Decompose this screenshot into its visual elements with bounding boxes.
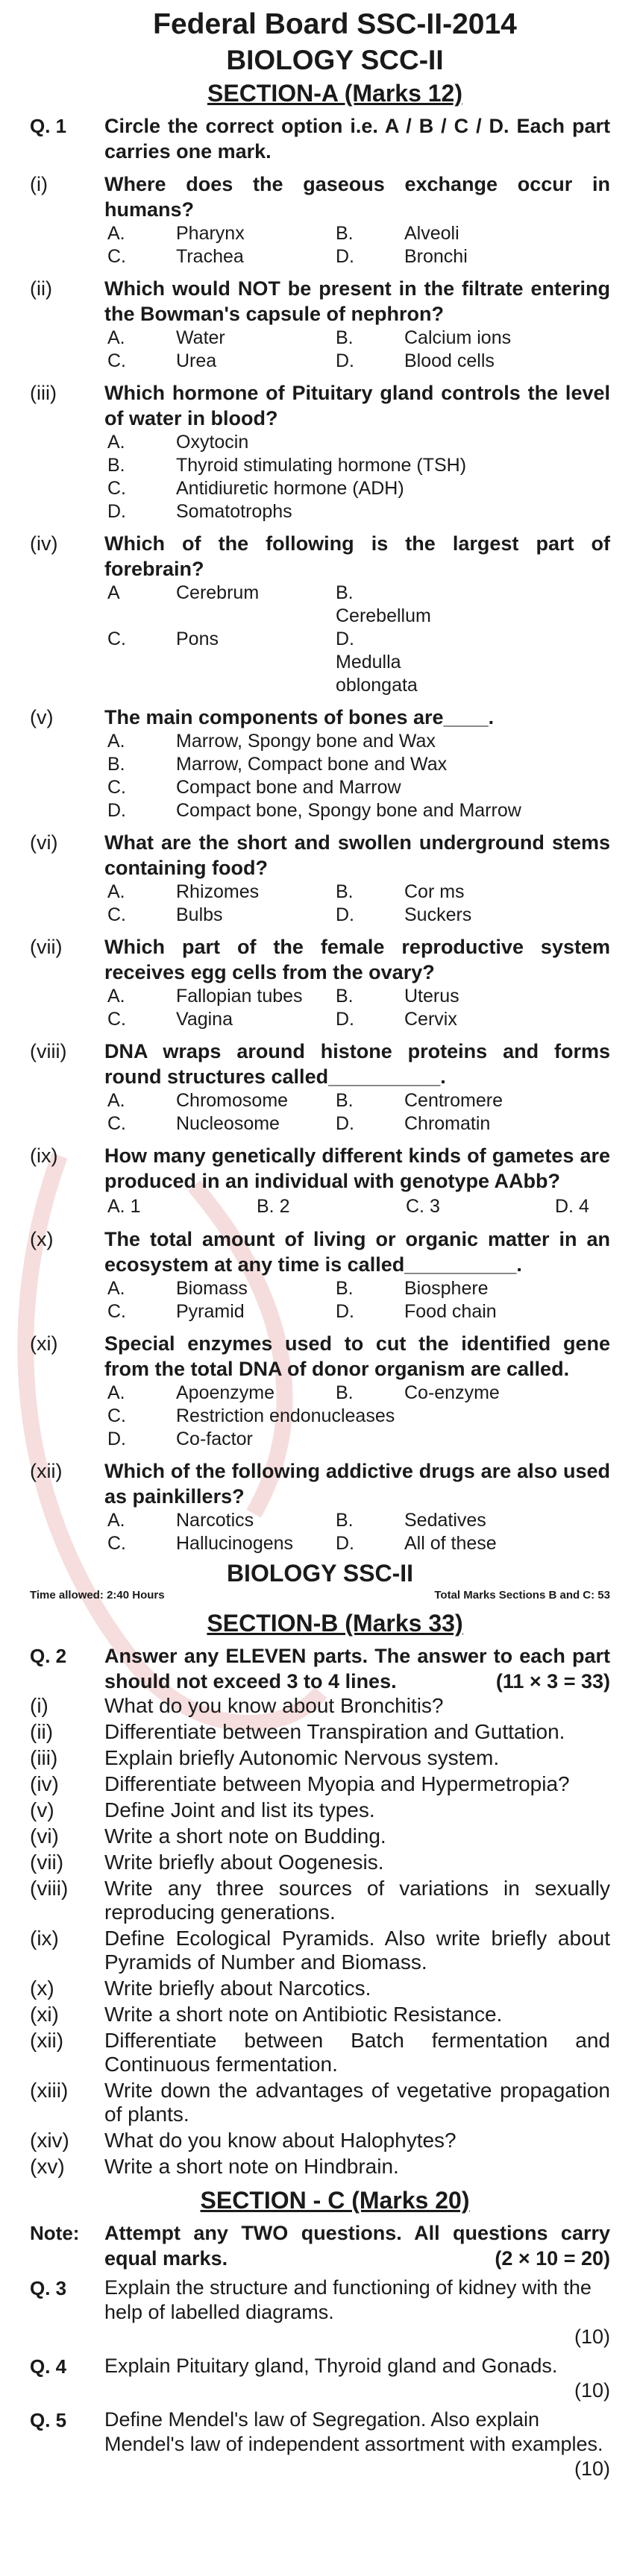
options-grid xyxy=(104,985,610,1031)
mcq-question xyxy=(30,830,610,927)
option-text: Marrow, Compact bone and Wax xyxy=(176,754,448,775)
question-number: (xii) xyxy=(30,1460,63,1482)
options-grid xyxy=(104,1089,610,1136)
question-number: (vii) xyxy=(30,1851,64,1874)
question-text: Special enzymes used to cut the identified gene from the total DNA of donor organism are called. xyxy=(104,1332,610,1380)
question-number: (viii) xyxy=(30,1877,69,1900)
paper-title: Federal Board SSC-II-2014 xyxy=(153,8,517,40)
option-cell: D. 4 xyxy=(555,1196,589,1217)
option-cell xyxy=(404,582,610,628)
option-cell: Narcotics xyxy=(176,1510,254,1531)
option-text: Compact bone and Marrow xyxy=(176,777,401,798)
question-text: Differentiate between Transpiration and Guttation. xyxy=(104,1720,565,1743)
option-cell: Chromatin xyxy=(404,1113,491,1134)
question-text: Which part of the female reproductive system receives egg cells from the ovary? xyxy=(104,936,610,983)
option-letter: D. xyxy=(107,1429,126,1449)
option-cell: C. xyxy=(107,246,126,267)
long-question xyxy=(30,2354,610,2403)
option-text: Antidiuretic hormone (ADH) xyxy=(176,478,404,499)
question-text: Which would NOT be present in the filtrate entering the Bowman's capsule of nephron? xyxy=(104,277,610,325)
short-question xyxy=(30,1877,610,1924)
short-question xyxy=(30,1851,610,1874)
options-grid xyxy=(104,1509,610,1555)
option-cell: A. xyxy=(107,986,125,1007)
question-text: Define Ecological Pyramids. Also write briefly about Pyramids of Number and Biomass. xyxy=(104,1927,610,1974)
option-letter: C. xyxy=(107,1405,126,1426)
time-allowed: Time allowed: 2:40 Hours xyxy=(30,1589,165,1602)
option-cell: C. xyxy=(107,629,126,649)
option-cell: Chromosome xyxy=(176,1090,289,1111)
option-cell: Cor ms xyxy=(404,881,465,902)
question-body xyxy=(104,1458,610,1555)
total-marks: Total Marks Sections B and C: 53 xyxy=(434,1589,610,1602)
options-grid xyxy=(104,1382,610,1405)
option-cell: Water xyxy=(176,327,225,348)
options-grid xyxy=(104,1277,610,1323)
short-question xyxy=(30,1824,610,1848)
option-cell: D. Medulla oblongata xyxy=(336,629,418,696)
option-cell: A. xyxy=(107,1090,125,1111)
option-cell: Bulbs xyxy=(176,904,223,925)
question-marks: (10) xyxy=(574,2325,610,2348)
mcq-question xyxy=(30,1331,610,1451)
option-cell: Food chain xyxy=(404,1301,497,1322)
option-cell: Suckers xyxy=(404,904,472,925)
question-body xyxy=(104,1143,610,1219)
option-cell: A. xyxy=(107,1510,125,1531)
option-cell: D. xyxy=(336,350,354,371)
mcq-question xyxy=(30,531,610,697)
option-cell: Trachea xyxy=(176,246,244,267)
question-text: Differentiate between Myopia and Hypermetropia? xyxy=(104,1772,570,1795)
question-number: (xi) xyxy=(30,1332,58,1355)
option-letter: A. xyxy=(107,432,125,453)
question-text: Define Mendel's law of Segregation. Also explain Mendel's law of independent assortment with examples. xyxy=(104,2408,603,2455)
note-text: Attempt any TWO questions. All questions carry equal marks. xyxy=(104,2222,610,2270)
question-text: DNA wraps around histone proteins and forms round structures called__________. xyxy=(104,1040,610,1088)
q2-instruction-text: Answer any ELEVEN parts. The answer to each part should not exceed 3 to 4 lines. xyxy=(104,1645,610,1692)
question-text: What do you know about Bronchitis? xyxy=(104,1694,444,1717)
option-text: Restriction endonucleases xyxy=(176,1405,395,1426)
question-number: (x) xyxy=(30,1977,54,2000)
question-body xyxy=(104,531,610,697)
exam-meta xyxy=(30,1588,610,1603)
q2-instruction xyxy=(30,1643,610,1694)
question-body xyxy=(104,705,610,822)
question-text: Write any three sources of variations in sexually reproducing generations. xyxy=(104,1877,610,1924)
question-text: Which hormone of Pituitary gland controls the level of water in blood? xyxy=(104,382,610,429)
option-letter: C. xyxy=(107,478,126,499)
short-question xyxy=(30,2155,610,2179)
question-number: (iv) xyxy=(30,1772,59,1795)
question-text: The total amount of living or organic matter in an ecosystem at any time is called__________. xyxy=(104,1228,610,1276)
option-cell: D. xyxy=(336,246,354,267)
mcq-question xyxy=(30,705,610,822)
question-marks: (10) xyxy=(574,2457,610,2480)
option-cell: Co-enzyme xyxy=(404,1382,500,1403)
option-cell: Alveoli xyxy=(404,223,459,244)
option-cell: C. xyxy=(107,1533,126,1554)
option-cell: Cervix xyxy=(404,1009,457,1030)
option-cell: A. xyxy=(107,223,125,244)
option-cell: B. xyxy=(336,223,354,244)
question-number: (xv) xyxy=(30,2155,65,2178)
question-text: How many genetically different kinds of gametes are produced in an individual with genotype AAbb? xyxy=(104,1144,610,1192)
option-cell: Pons xyxy=(176,629,219,649)
question-body xyxy=(104,171,610,268)
question-text: Explain Pituitary gland, Thyroid gland and Gonads. xyxy=(104,2355,558,2377)
question-text: Which of the following is the largest part of forebrain? xyxy=(104,532,610,580)
options-grid xyxy=(104,881,610,927)
question-number: (xii) xyxy=(30,2029,64,2052)
option-cell: Apoenzyme xyxy=(176,1382,275,1403)
short-question xyxy=(30,1798,610,1822)
question-text: Write down the advantages of vegetative propagation of plants. xyxy=(104,2079,610,2126)
q2-marks: (11 × 3 = 33) xyxy=(495,1670,610,1692)
mcq-question xyxy=(30,1226,610,1323)
option-cell: Biomass xyxy=(176,1278,248,1299)
option-cell: B. xyxy=(336,1510,354,1531)
option-cell: Pyramid xyxy=(176,1301,245,1322)
question-text: Write a short note on Antibiotic Resistance. xyxy=(104,2003,503,2026)
question-number: (ix) xyxy=(30,1144,58,1167)
question-number: Q. 5 xyxy=(30,2409,67,2431)
option-cell: A. 1 xyxy=(107,1196,141,1217)
option-text: Oxytocin xyxy=(176,432,249,453)
option-letter: D. xyxy=(107,800,126,821)
option-cell: D. xyxy=(336,904,354,925)
question-text: Explain the structure and functioning of kidney with the help of labelled diagrams. xyxy=(104,2276,592,2323)
option-cell: A xyxy=(107,582,120,603)
question-text: Where does the gaseous exchange occur in humans? xyxy=(104,173,610,221)
question-number: (i) xyxy=(30,1694,48,1717)
option-letter: B. xyxy=(107,754,125,775)
question-number: (xi) xyxy=(30,2003,59,2026)
short-question xyxy=(30,1720,610,1744)
question-text: What do you know about Halophytes? xyxy=(104,2129,457,2152)
question-text: Write a short note on Budding. xyxy=(104,1824,386,1848)
section-c-note xyxy=(30,2220,610,2271)
question-number: (iii) xyxy=(30,382,57,404)
question-text: The main components of bones are____. xyxy=(104,706,495,728)
option-cell: C. xyxy=(107,904,126,925)
option-cell: D. xyxy=(336,1113,354,1134)
option-letter: B. xyxy=(107,455,125,476)
options-grid xyxy=(104,327,610,373)
mcq-list xyxy=(30,171,610,1555)
option-cell: B. 2 xyxy=(257,1196,290,1217)
note-block xyxy=(104,2220,610,2271)
option-cell: Nucleosome xyxy=(176,1113,280,1134)
option-text: Marrow, Spongy bone and Wax xyxy=(176,731,436,752)
question-number: Q. 3 xyxy=(30,2277,67,2299)
question-number: (iii) xyxy=(30,1746,58,1769)
question-text: What are the short and swollen underground stems containing food? xyxy=(104,831,610,879)
q2-number: Q. 2 xyxy=(30,1645,67,1667)
q1-number: Q. 1 xyxy=(30,115,67,137)
section-a-heading: SECTION-A (Marks 12) xyxy=(207,80,462,107)
option-cell: D. xyxy=(336,1533,354,1554)
short-question xyxy=(30,1746,610,1770)
options-grid xyxy=(104,582,610,697)
question-marks: (10) xyxy=(574,2379,610,2402)
option-cell: Blood cells xyxy=(404,350,495,371)
option-cell: B. xyxy=(336,1090,354,1111)
question-number: (v) xyxy=(30,1798,54,1821)
question-number: (ii) xyxy=(30,1720,54,1743)
option-cell: All of these xyxy=(404,1533,497,1554)
question-number: (vi) xyxy=(30,831,58,854)
option-cell: C. xyxy=(107,350,126,371)
options-grid xyxy=(104,222,610,268)
question-body xyxy=(104,380,610,523)
short-question xyxy=(30,1694,610,1718)
option-cell: B. Cerebellum xyxy=(336,582,431,626)
option-cell: Bronchi xyxy=(404,246,468,267)
option-cell xyxy=(404,628,610,697)
mcq-question xyxy=(30,1039,610,1136)
short-question xyxy=(30,2003,610,2027)
option-cell: B. xyxy=(336,1278,354,1299)
option-cell: Pharynx xyxy=(176,223,245,244)
option-cell: Biosphere xyxy=(404,1278,489,1299)
option-cell: C. xyxy=(107,1301,126,1322)
option-cell: B. xyxy=(336,1382,354,1403)
section-b-heading: SECTION-B (Marks 33) xyxy=(207,1610,463,1637)
option-cell: Cerebrum xyxy=(176,582,260,603)
option-cell: C. xyxy=(107,1009,126,1030)
question-number: (v) xyxy=(30,706,54,728)
option-letter: C. xyxy=(107,777,126,798)
question-body xyxy=(104,276,610,373)
question-number: (xiv) xyxy=(30,2129,69,2152)
part2-title: BIOLOGY SSC-II xyxy=(226,1560,414,1587)
mcq-question xyxy=(30,171,610,268)
option-cell: B. xyxy=(336,327,354,348)
options-list xyxy=(104,431,610,523)
option-letter: A. xyxy=(107,731,125,752)
question-text: Write briefly about Narcotics. xyxy=(104,1977,371,2000)
question-number: (x) xyxy=(30,1228,54,1250)
question-body xyxy=(104,2407,610,2481)
option-cell: Uterus xyxy=(404,986,459,1007)
option-cell: Rhizomes xyxy=(176,881,260,902)
option-cell: Sedatives xyxy=(404,1510,486,1531)
question-number: (viii) xyxy=(30,1040,67,1062)
option-cell: Fallopian tubes xyxy=(176,986,303,1007)
short-question xyxy=(30,1977,610,2000)
note-label: Note: xyxy=(30,2222,80,2244)
question-number: (vii) xyxy=(30,936,63,958)
short-question xyxy=(30,1927,610,1974)
option-cell: C. 3 xyxy=(406,1196,440,1217)
q1-instruction-text: Circle the correct option i.e. A / B / C / D. Each part carries one mark. xyxy=(104,115,610,163)
option-cell: B. xyxy=(336,881,354,902)
question-text: Explain briefly Autonomic Nervous system. xyxy=(104,1746,500,1769)
question-text: Define Joint and list its types. xyxy=(104,1798,375,1821)
long-question xyxy=(30,2407,610,2481)
question-text: Write briefly about Oogenesis. xyxy=(104,1851,384,1874)
question-number: (xiii) xyxy=(30,2079,69,2102)
question-number: Q. 4 xyxy=(30,2355,67,2378)
mcq-question xyxy=(30,380,610,523)
option-cell: C. xyxy=(107,1113,126,1134)
short-question xyxy=(30,2029,610,2076)
option-cell: Urea xyxy=(176,350,217,371)
mcq-question xyxy=(30,1458,610,1555)
question-number: (ix) xyxy=(30,1927,59,1950)
question-number: (iv) xyxy=(30,532,58,555)
question-number: (ii) xyxy=(30,277,52,300)
question-text: Write a short note on Hindbrain. xyxy=(104,2155,399,2178)
option-cell: Centromere xyxy=(404,1090,503,1111)
question-text: Differentiate between Batch fermentation and Continuous fermentation. xyxy=(104,2029,610,2076)
option-cell: A. xyxy=(107,1382,125,1403)
option-letter: D. xyxy=(107,501,126,522)
mcq-question xyxy=(30,934,610,1031)
options-list xyxy=(104,1405,610,1451)
question-body xyxy=(104,830,610,927)
option-text: Somatotrophs xyxy=(176,501,292,522)
mcq-question xyxy=(30,276,610,373)
option-text: Compact bone, Spongy bone and Marrow xyxy=(176,800,521,821)
section-c-heading: SECTION - C (Marks 20) xyxy=(200,2187,470,2214)
option-cell: Calcium ions xyxy=(404,327,512,348)
question-body xyxy=(104,2276,610,2349)
option-cell: A. xyxy=(107,1278,125,1299)
q2-instruction-block xyxy=(104,1643,610,1694)
options-list xyxy=(104,730,610,822)
option-cell: Hallucinogens xyxy=(176,1533,294,1554)
option-text: Co-factor xyxy=(176,1429,253,1449)
note-marks: (2 × 10 = 20) xyxy=(495,2247,610,2270)
option-cell: A. xyxy=(107,327,125,348)
question-number: (vi) xyxy=(30,1824,59,1848)
question-body xyxy=(104,2354,610,2403)
option-cell: Vagina xyxy=(176,1009,233,1030)
question-body xyxy=(104,934,610,1031)
question-body xyxy=(104,1226,610,1323)
short-question xyxy=(30,1772,610,1796)
question-text: Which of the following addictive drugs are also used as painkillers? xyxy=(104,1460,610,1508)
option-cell: B. xyxy=(336,986,354,1007)
short-question xyxy=(30,2129,610,2153)
option-cell: D. xyxy=(336,1301,354,1322)
question-number: (i) xyxy=(30,173,48,195)
mcq-question xyxy=(30,1143,610,1219)
long-question-list xyxy=(30,2276,610,2481)
q1-instruction xyxy=(30,113,610,164)
paper-subtitle: BIOLOGY SCC-II xyxy=(226,45,444,75)
options-row xyxy=(104,1194,610,1219)
option-cell: D. xyxy=(336,1009,354,1030)
option-cell: A. xyxy=(107,881,125,902)
option-text: Thyroid stimulating hormone (TSH) xyxy=(176,455,467,476)
question-body xyxy=(104,1039,610,1136)
question-body xyxy=(104,1331,610,1451)
long-question xyxy=(30,2276,610,2349)
short-question xyxy=(30,2079,610,2126)
short-question-list xyxy=(30,1694,610,2179)
